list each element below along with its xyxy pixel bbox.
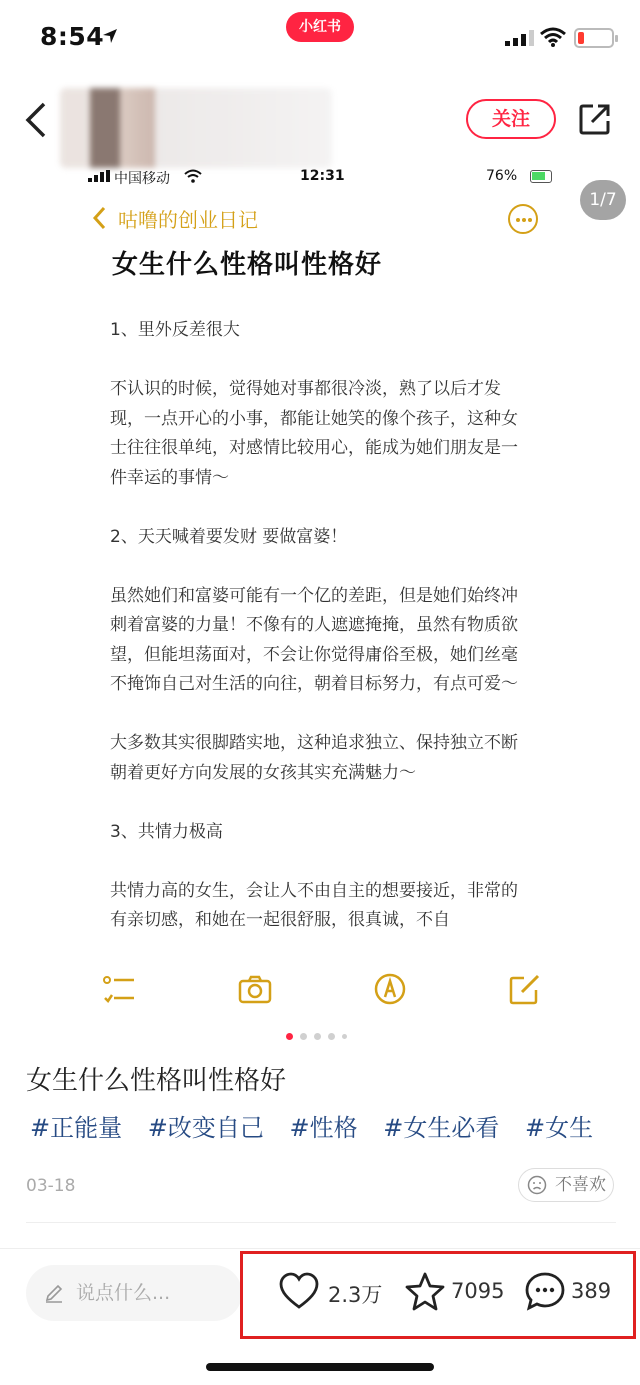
post-title: 女生什么性格叫性格好 <box>26 1066 287 1096</box>
note-body <box>110 316 530 936</box>
carousel-dot <box>286 1033 293 1040</box>
like-count: 2.3万 <box>328 1283 383 1307</box>
note-paragraph: 虽然她们和富婆可能有一个亿的差距，但是她们始终冲刺着富婆的力量！不像有的人遮遮掩掩，虽然有物质欲望，但能坦荡面对，不会让你觉得庸俗至极，她们丝毫不掩饰自己对生活的向往，朝着目标努力，有点可爱～ <box>110 585 518 694</box>
hashtag[interactable]: #女生 <box>525 1114 594 1142</box>
post-date: 03-18 <box>26 1176 76 1196</box>
hashtag[interactable]: #改变自己 <box>147 1114 264 1142</box>
favorite-button[interactable] <box>404 1271 508 1315</box>
heart-icon <box>278 1271 320 1311</box>
carousel-dot <box>328 1033 335 1040</box>
embedded-status-bar <box>88 166 558 188</box>
sad-face-icon <box>527 1175 547 1195</box>
comment-button[interactable] <box>524 1271 624 1315</box>
embedded-battery-icon <box>530 170 552 183</box>
comment-placeholder: 说点什么... <box>76 1282 171 1304</box>
hashtag[interactable]: #女生必看 <box>383 1114 500 1142</box>
note-paragraph: 2、天天喊着要发财 要做富婆！ <box>110 526 348 547</box>
note-paragraph: 共情力高的女生，会让人不由自主的想要接近，非常的有亲切感，和她在一起很舒服，很真诚，不自 <box>110 880 518 930</box>
share-icon[interactable] <box>578 102 612 136</box>
hashtag[interactable]: #性格 <box>289 1114 358 1142</box>
carousel-dot <box>342 1034 347 1039</box>
embedded-carrier: 中国移动 <box>114 171 170 187</box>
note-paragraph: 不认识的时候，觉得她对事都很冷淡，熟了以后才发现，一点开心的小事，都能让她笑的像个孩子，这种女士往往很单纯，对感情比较用心，能成为她们朋友是一件幸运的事情～ <box>110 379 518 488</box>
tag-list <box>30 1108 611 1143</box>
like-button[interactable] <box>278 1271 388 1315</box>
star-icon <box>404 1271 446 1311</box>
hashtag[interactable]: #正能量 <box>30 1114 123 1142</box>
comment-count: 389 <box>571 1279 612 1303</box>
embedded-signal-icon <box>88 170 110 182</box>
note-paragraph: 大多数其实很脚踏实地，这种追求独立、保持独立不断朝着更好方向发展的女孩其实充满魅力～ <box>110 733 518 783</box>
signal-icon <box>505 30 535 46</box>
bottom-action-bar <box>0 1248 640 1385</box>
battery-icon <box>574 28 614 48</box>
note-paragraph: 3、共情力极高 <box>110 821 223 842</box>
location-arrow-icon <box>102 28 118 44</box>
carousel-indicator <box>286 1033 350 1041</box>
favorite-count: 7095 <box>451 1279 505 1303</box>
notes-folder-name: 咕噜的创业日记 <box>118 208 258 232</box>
compose-icon <box>508 972 542 1006</box>
embedded-battery-percent: 76% <box>486 168 518 184</box>
embedded-time: 12:31 <box>300 168 345 184</box>
home-indicator[interactable] <box>206 1363 434 1371</box>
status-bar <box>0 0 640 80</box>
brand-logo: 小红书 <box>286 12 354 42</box>
pen-icon <box>44 1283 64 1303</box>
checklist-icon <box>102 972 136 1006</box>
carousel-dot <box>300 1033 307 1040</box>
notes-more-icon <box>508 204 538 234</box>
author-avatar-blurred[interactable] <box>60 88 332 168</box>
comment-bubble-icon <box>524 1271 566 1311</box>
dislike-label: 不喜欢 <box>555 1175 606 1195</box>
embedded-wifi-icon <box>184 169 202 183</box>
comment-input[interactable] <box>26 1265 242 1321</box>
markup-pen-icon <box>373 972 407 1006</box>
camera-icon <box>238 972 272 1006</box>
status-time: 8:54 <box>40 22 105 51</box>
image-page-counter: 1/7 <box>580 180 626 220</box>
note-paragraph: 1、里外反差很大 <box>110 320 240 340</box>
notes-back-chevron-icon <box>92 206 106 230</box>
follow-button[interactable]: 关注 <box>466 99 556 139</box>
notes-toolbar <box>0 964 640 1024</box>
dislike-button[interactable] <box>518 1168 614 1202</box>
back-chevron-icon[interactable] <box>24 102 48 138</box>
note-title: 女生什么性格叫性格好 <box>112 250 383 280</box>
wifi-icon <box>540 27 566 47</box>
carousel-dot <box>314 1033 321 1040</box>
divider <box>26 1222 616 1223</box>
